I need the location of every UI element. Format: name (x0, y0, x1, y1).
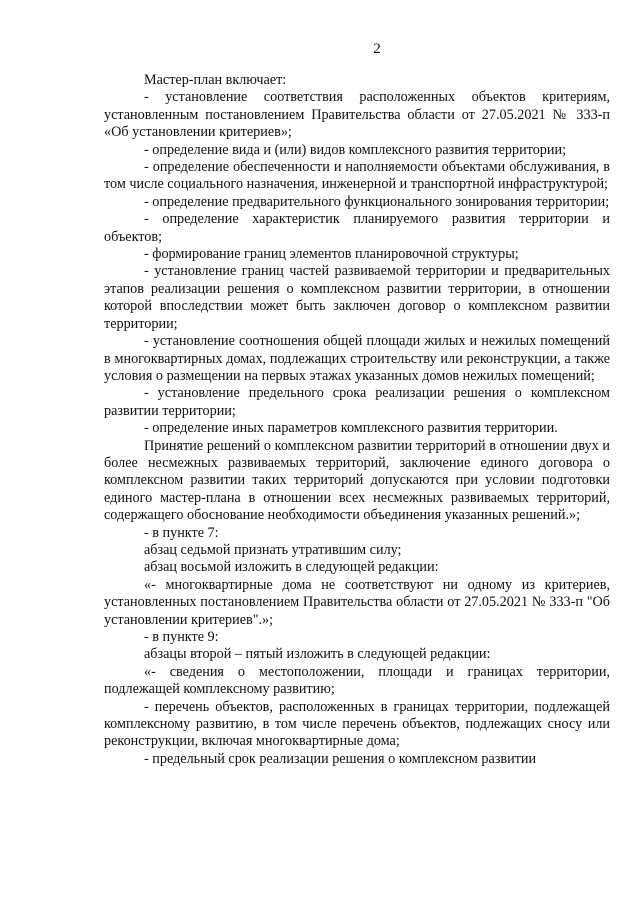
paragraph: - перечень объектов, расположенных в границах территории, подлежащей комплексному развитию, в том числе перечень объектов, подлежащих сносу или реконструкции, включая многоквартирные дома; (104, 698, 610, 750)
paragraph: - установление соответствия расположенных объектов критериям, установленным постановлением Правительства области от 27.05.2021 № 333-п «Об установлении критериев»; (104, 89, 610, 141)
paragraph: - установление предельного срока реализации решения о комплексном развитии территории; (104, 385, 610, 419)
paragraph: абзац седьмой признать утратившим силу; (144, 541, 402, 558)
paragraph: - предельный срок реализации решения о комплексном развитии (144, 750, 537, 767)
paragraph: - определение обеспеченности и наполняемости объектами обслуживания, в том числе социального назначения, инженерной и транспортной инфраструктурой; (104, 159, 610, 193)
paragraph: абзац восьмой изложить в следующей редакции: (144, 559, 439, 576)
paragraph: - установление соотношения общей площади жилых и нежилых помещений в многоквартирных домах, подлежащих строительству или реконструкции, а также условия о размещении на первых этажах указанных домов нежилых помещений; (104, 333, 610, 384)
paragraph: - в пункте 7: (144, 524, 219, 541)
document-body (104, 72, 610, 768)
paragraph: Принятие решений о комплексном развитии территорий в отношении двух и более несмежных развиваемых территорий, заключение единого договора о комплексном развитии таких территорий допускаются при условии подготовки единого мастер-плана в отношении всех несмежных развиваемых территорий, содержащего обоснование необходимости объединения указанных решений.»; (104, 437, 610, 524)
paragraph: - определение вида и (или) видов комплексного развития территории; (144, 141, 567, 158)
paragraph: - определение характеристик планируемого развития территории и объектов; (104, 211, 610, 245)
paragraph: - определение иных параметров комплексного развития территории. (144, 420, 558, 437)
paragraph: - в пункте 9: (144, 629, 219, 645)
paragraph: Мастер-план включает: (144, 72, 287, 88)
paragraph: абзацы второй – пятый изложить в следующей редакции: (144, 646, 491, 663)
paragraph: «- сведения о местоположении, площади и границах территории, подлежащей комплексному развитию; (104, 663, 610, 698)
page-number: 2 (373, 41, 381, 57)
paragraph: - определение предварительного функционального зонирования территории; (144, 193, 610, 210)
paragraph: - формирование границ элементов планировочной структуры; (144, 246, 519, 263)
paragraph: «- многоквартирные дома не соответствуют ни одному из критериев, установленных постановлением Правительства области от 27.05.2021 № 333-п "Об установлении критериев".»; (104, 576, 610, 628)
paragraph: - установление границ частей развиваемой территории и предварительных этапов реализации решения о комплексном развитии территории, в отношении которой впоследствии может быть заключен договор о комплексном развитии территории; (104, 263, 610, 332)
